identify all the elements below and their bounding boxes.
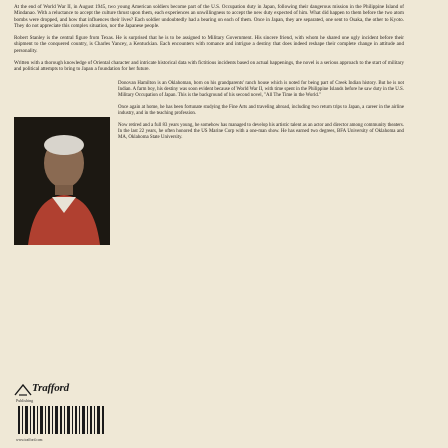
synopsis-paragraph-1: At the end of World War II, in August 1945, two young American soldiers become part of the U.S. Occupation duty in Japan, following their dangerous mission in the Philippine Island of Mindanao. With a reluctance to accept the culture thrust upon them, each experiences an unwillingness to accept the new duty expected of him. What did happen to them before the two atom bombs were dropped, and how that influences their lives? Each soldier undoubtedly had a bearing on each of them. Once in Japan, they are separated, one sent to Osaka, the other to Kyoto. They do not appreciate this complex situation, nor the Japanese people. bbox=[14, 4, 404, 29]
author-bio-paragraph-3: Now retired and a full 83 years young, he somehow has managed to develop his artistic talent as an actor and director among community theaters. In the last 22 years, he often honored the US Marine Corp with a one-man show. He has earned two degrees, BFA University of Oklahoma and MA, Oklahoma State University. bbox=[118, 123, 404, 141]
author-bio-paragraph-2: Once again at home, he has been fortunate studying the Fine Arts and traveling abroad, including two return trips to Japan, a career in the airline industry, and in the teaching profession. bbox=[118, 104, 404, 117]
publisher-tagline: Publishing bbox=[16, 398, 34, 403]
author-photo bbox=[14, 117, 110, 245]
synopsis-paragraph-2: Robert Stanley is the central figure from Texas. He is surprised that he is to be assigned to Military Government. His sincere friend, with whom he shared one ugly incident before their shipment to the conquered country, is Charles Yancey, a Kentuckian. Each encounters with romance and intrigue a destiny that does indeed reshape their complete change in attitude and personality. bbox=[14, 35, 404, 54]
author-section bbox=[14, 81, 404, 245]
author-bio-paragraph-1: Donovan Hamilton is an Oklahoman, born on his grandparents' ranch house which is noted for being part of Creek Indian history. But he is not Indian. A farm boy, his destiny was soon evident because of World War II, with time spent in the Philippine Islands before he saw duty in the U.S. Military Occupation of Japan. This is the background of his second novel, "All The Time in the World." bbox=[118, 80, 404, 98]
author-portrait-image bbox=[14, 117, 110, 245]
publisher-logo bbox=[14, 382, 110, 444]
author-bio bbox=[118, 81, 404, 245]
publisher-name: Trafford bbox=[32, 382, 69, 394]
publisher-address: www.trafford.com bbox=[16, 438, 43, 442]
synopsis-paragraph-3: Written with a thorough knowledge of Oriental character and intricate historical data with fictitious incidents based on actual happenings, the novel is a serious approach to the start of military and political attempts to bring to Japan a foundation for her future. bbox=[14, 60, 404, 73]
barcode-graphic bbox=[16, 404, 108, 436]
publisher-emblem-icon bbox=[14, 383, 32, 397]
